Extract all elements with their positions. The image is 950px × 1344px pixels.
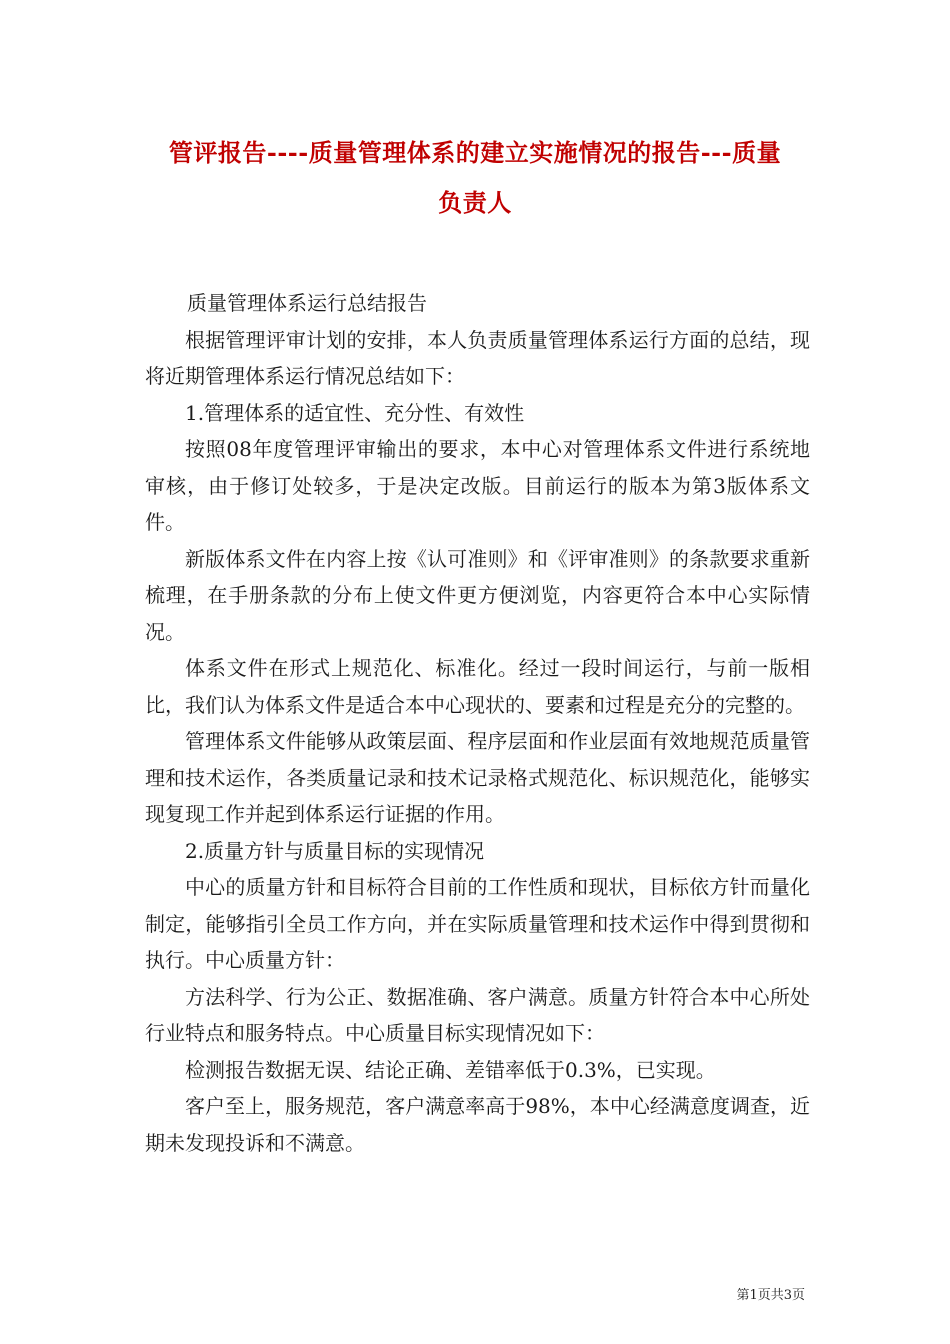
page-number: 第1页共3页 bbox=[736, 1288, 805, 1303]
document-title bbox=[130, 128, 820, 228]
paragraph: 体系文件在形式上规范化、标准化。经过一段时间运行，与前一版相比，我们认为体系文件是适合本中心现状的、要素和过程是充分的完整的。 bbox=[145, 656, 810, 717]
paragraph: 中心的质量方针和目标符合目前的工作性质和现状，目标依方针而量化制定，能够指引全员工作方向，并在实际质量管理和技术运作中得到贯彻和执行。中心质量方针： bbox=[145, 875, 810, 972]
paragraph: 按照08年度管理评审输出的要求，本中心对管理体系文件进行系统地审核，由于修订处较多，于是决定改版。目前运行的版本为第3版体系文件。 bbox=[145, 437, 810, 534]
document-body bbox=[145, 285, 810, 1161]
section-heading: 1.管理体系的适宜性、充分性、有效性 bbox=[185, 400, 525, 425]
title-line-2: 负责人 bbox=[438, 188, 512, 217]
paragraph: 客户至上，服务规范，客户满意率高于98%，本中心经满意度调查，近期未发现投诉和不满意。 bbox=[145, 1094, 810, 1155]
paragraph: 检测报告数据无误、结论正确、差错率低于0.3%，已实现。 bbox=[185, 1057, 716, 1082]
paragraph: 管理体系文件能够从政策层面、程序层面和作业层面有效地规范质量管理和技术运作，各类质量记录和技术记录格式规范化、标识规范化，能够实现复现工作并起到体系运行证据的作用。 bbox=[145, 729, 810, 826]
section-heading: 质量管理体系运行总结报告 bbox=[187, 291, 427, 315]
paragraph: 方法科学、行为公正、数据准确、客户满意。质量方针符合本中心所处行业特点和服务特点。中心质量目标实现情况如下： bbox=[145, 984, 810, 1045]
paragraph: 根据管理评审计划的安排，本人负责质量管理体系运行方面的总结，现将近期管理体系运行情况总结如下： bbox=[145, 327, 810, 388]
title-line-1: 管评报告----质量管理体系的建立实施情况的报告---质量 bbox=[168, 138, 782, 167]
paragraph: 新版体系文件在内容上按《认可准则》和《评审准则》的条款要求重新梳理，在手册条款的分布上使文件更方便浏览，内容更符合本中心实际情况。 bbox=[145, 546, 810, 644]
section-heading: 2.质量方针与质量目标的实现情况 bbox=[185, 838, 485, 863]
